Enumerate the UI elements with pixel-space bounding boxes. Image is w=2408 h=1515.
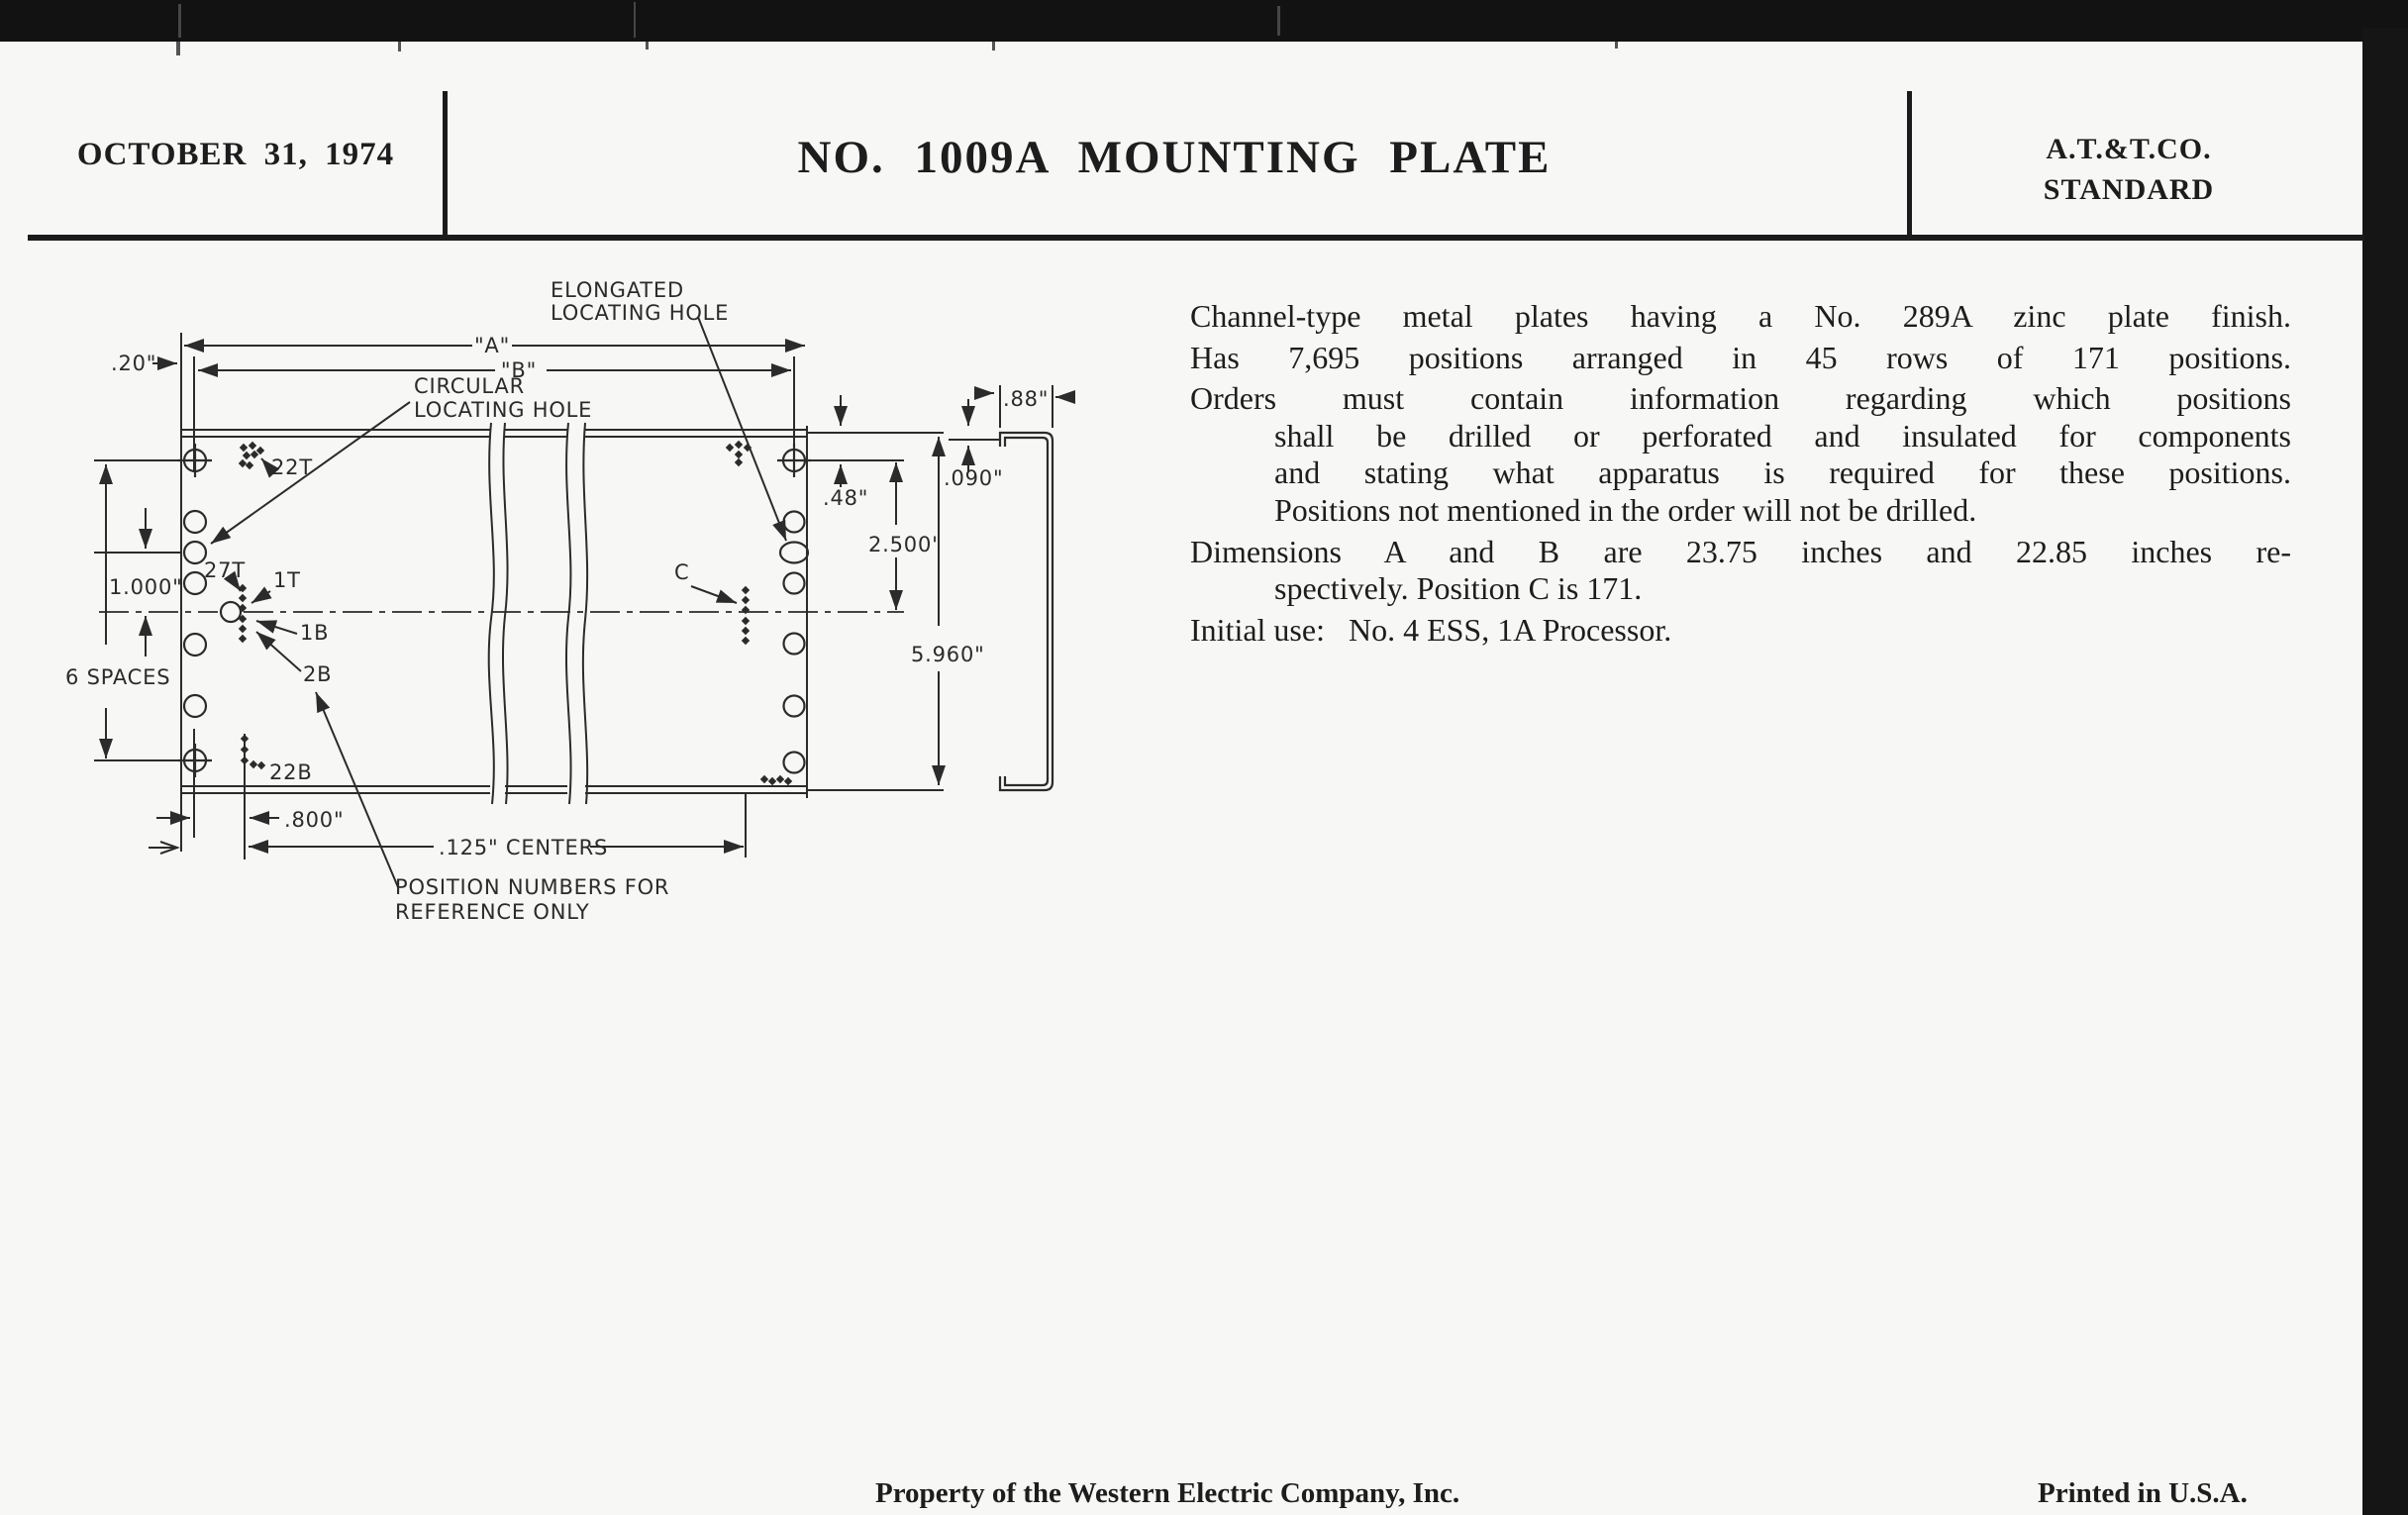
page-title: NO. 1009A MOUNTING PLATE [797,132,1552,183]
dim-090-label: .090" [944,466,1004,490]
dim-5960-label: 5.960" [911,643,985,666]
document-date: OCTOBER 31, 1974 [76,137,395,172]
position-22t-label: 22T [271,455,313,479]
note-paragraph-5 [1190,612,2291,650]
dim-125-centers-label: .125" CENTERS [439,836,609,859]
dim-1000-label: 1.000" [109,575,183,599]
circular-locating-hole [184,542,206,563]
scan-streak [634,2,636,38]
note-paragraph-4 [1190,534,2291,608]
position-2b-label: 2B [303,662,333,686]
org-name: A.T.&T.CO. [2046,133,2212,165]
position-dots [239,441,792,785]
dim-88-label: .88" [1003,387,1050,411]
note-paragraph-2 [1190,340,2291,377]
position-1b-label: 1B [300,621,330,645]
note-line: Positions not mentioned in the order will not be drilled. [1274,491,1977,528]
dim-2500-label: 2.500" [868,533,943,556]
plate-outline [181,333,944,852]
center-row-marker [221,602,241,622]
scan-speck [646,42,649,50]
note-line: spectively. Position C is 171. [1274,570,1643,607]
scan-speck [398,42,401,51]
scan-edge-right [2362,28,2408,1515]
note-paragraph-3 [1190,380,2291,529]
elongated-hole-label-line2: LOCATING HOLE [551,301,730,325]
note-paragraph-1 [1190,298,2291,336]
note-line: Dimensions A and B are 23.75 inches and 22.85 inches re- [1190,533,2291,569]
header-rule [28,235,2364,241]
position-note-line2: REFERENCE ONLY [395,900,590,924]
org-standard-block [1911,129,2347,210]
break-lines [489,423,587,804]
channel-cross-section [1000,433,1053,790]
footer-property-note: Property of the Western Electric Company, Inc. [875,1477,1460,1509]
position-27t-label: 27T [204,558,246,582]
scan-speck [176,42,180,55]
position-22b-label: 22B [269,760,313,784]
position-note-line1: POSITION NUMBERS FOR [395,875,670,899]
six-spaces-label: 6 SPACES [65,665,171,689]
scan-streak [1277,6,1280,36]
dim-48-label: .48" [823,486,869,510]
header-divider-right [1907,91,1912,238]
spec-notes [1190,298,2291,653]
scan-speck [992,42,995,50]
dim-b-label: "B" [500,358,538,382]
note-line: and stating what apparatus is required for these positions. [1274,454,2291,491]
elongated-hole-label-line1: ELONGATED [551,278,684,302]
scan-streak [178,4,181,38]
dim-800-label: .800" [284,808,345,832]
footer-printed-note: Printed in U.S.A. [2038,1477,2248,1509]
dim-a-label: "A" [473,334,511,357]
org-standard: STANDARD [2043,173,2215,206]
dimension-lines [94,317,1075,887]
scan-edge-top [0,0,2408,42]
circular-hole-label-line2: LOCATING HOLE [414,398,593,422]
note-line: Channel-type metal plates having a No. 289A zinc plate finish. [1190,298,2291,334]
position-c-label: C [674,560,690,584]
position-1t-label: 1T [273,568,301,592]
elongated-locating-hole [780,543,808,563]
header-divider-left [443,91,448,238]
note-line: Has 7,695 positions arranged in 45 rows of 171 positions. [1190,339,2291,375]
note-line: Orders must contain information regarding which positions [1190,380,2291,417]
left-hole-column [178,444,212,777]
scan-speck [1615,42,1618,49]
note-line: shall be drilled or perforated and insulated for components [1274,417,2291,454]
note-line: Initial use: No. 4 ESS, 1A Processor. [1190,611,1672,648]
dim-20-label: .20" [111,352,157,375]
right-hole-column [777,444,811,773]
circular-hole-label-line1: CIRCULAR [414,374,525,398]
